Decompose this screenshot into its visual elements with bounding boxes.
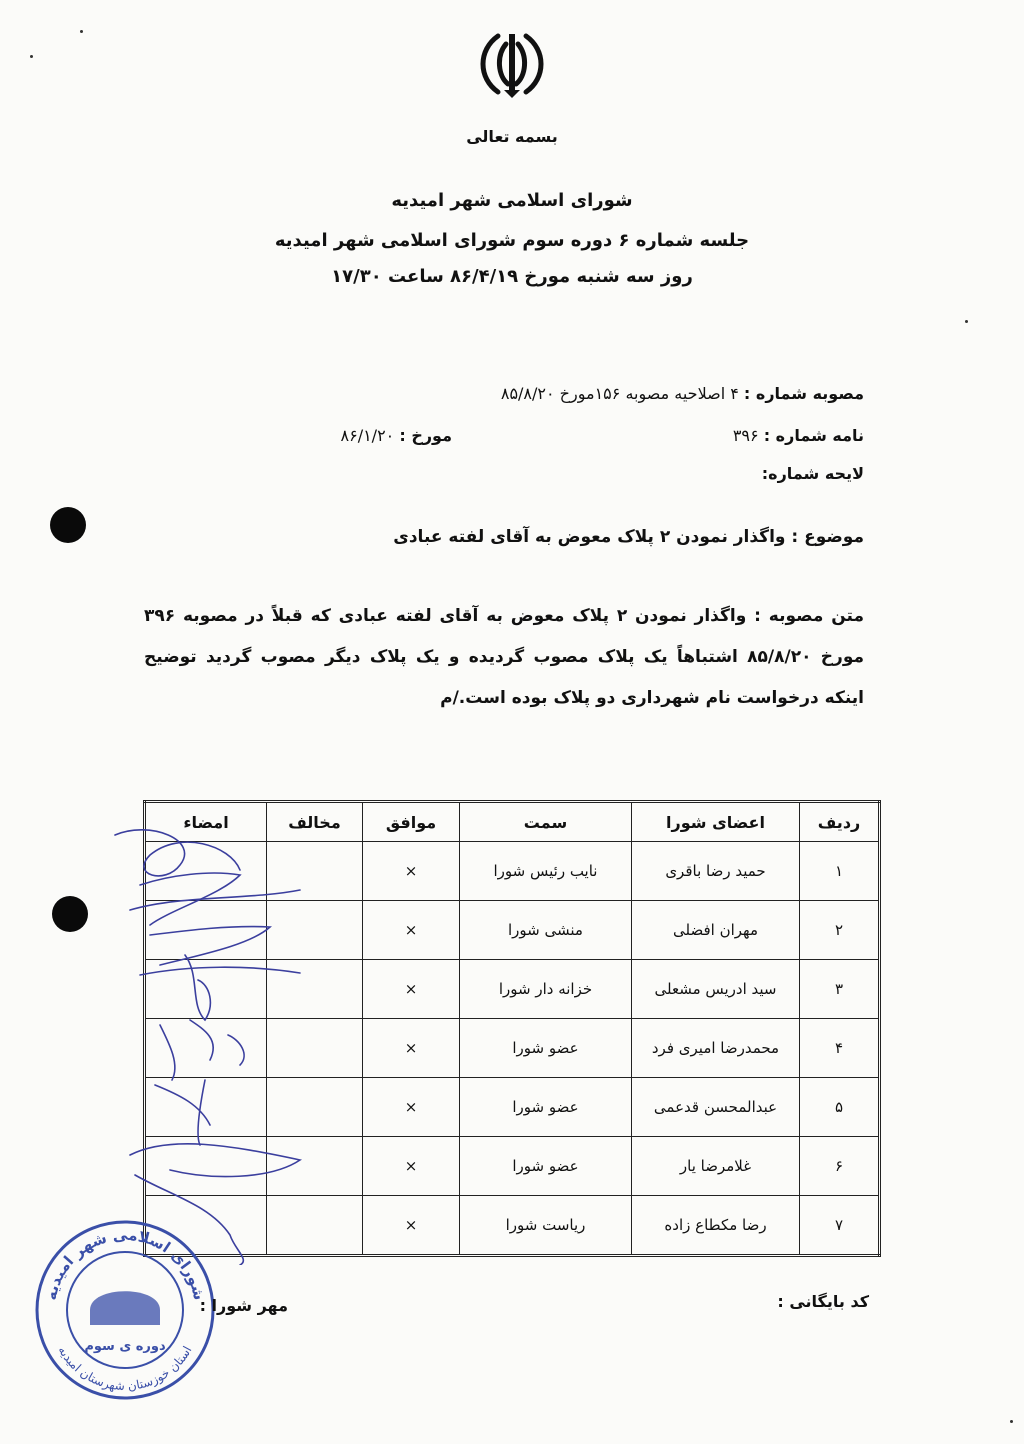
table-row — [145, 1019, 880, 1078]
header-signature: امضاء — [145, 802, 267, 842]
header-row-number: ردیف — [800, 802, 880, 842]
header-member: اعضای شورا — [632, 802, 800, 842]
table-row — [145, 1137, 880, 1196]
council-seal-stamp — [30, 1215, 220, 1405]
approval-number-value: ۴ اصلاحیه مصوبه ۱۵۶مورخ ۸۵/۸/۲۰ — [500, 384, 739, 403]
member-role: عضو شورا — [460, 1078, 632, 1137]
agree-mark: × — [363, 1137, 460, 1196]
basmala-heading: بسمه تعالی — [466, 127, 558, 146]
session-date-line: روز سه شنبه مورخ ۸۶/۴/۱۹ ساعت ۱۷/۳۰ — [331, 266, 693, 287]
agree-mark: × — [363, 960, 460, 1019]
agree-mark: × — [363, 842, 460, 901]
table-row — [145, 842, 880, 901]
signature-cell — [145, 1019, 267, 1078]
letter-date-value: ۸۶/۱/۲۰ — [340, 426, 395, 445]
scan-speck — [1010, 1420, 1013, 1423]
council-members-table — [143, 800, 881, 1257]
approval-number-label: مصوبه شماره : — [743, 384, 864, 403]
scan-speck — [80, 30, 83, 33]
oppose-mark — [267, 1137, 363, 1196]
agree-mark: × — [363, 901, 460, 960]
stamp-top-text: شورای اسلامی شهر امیدیه — [41, 1225, 209, 1302]
letter-number-label: نامه شماره : — [763, 426, 864, 445]
member-role: منشی شورا — [460, 901, 632, 960]
agree-mark: × — [363, 1196, 460, 1256]
subject-label: موضوع : — [791, 527, 864, 547]
table-row — [145, 1078, 880, 1137]
oppose-mark — [267, 1019, 363, 1078]
council-name: شورای اسلامی شهر امیدیه — [391, 190, 633, 211]
member-role: عضو شورا — [460, 1019, 632, 1078]
member-name: سید ادریس مشعلی — [632, 960, 800, 1019]
signature-cell — [145, 1078, 267, 1137]
row-number: ۱ — [800, 842, 880, 901]
iran-emblem-icon — [468, 28, 556, 100]
oppose-mark — [267, 1196, 363, 1256]
scan-speck — [30, 55, 33, 58]
oppose-mark — [267, 842, 363, 901]
resolution-text: واگذار نمودن ۲ پلاک معوض به آقای لفته عبادی که قبلاً در مصوبه ۳۹۶ مورخ ۸۵/۸/۲۰ اشتباهاً یک پلاک مصوب گردیده و یک پلاک دیگر مصوب گردید توضیح اینکه درخواست نام شهرداری دو پلاک بوده است./م — [144, 606, 865, 708]
member-role: نایب رئیس شورا — [460, 842, 632, 901]
bill-number-field — [762, 464, 864, 483]
row-number: ۳ — [800, 960, 880, 1019]
signature-cell — [145, 901, 267, 960]
header-oppose: مخالف — [267, 802, 363, 842]
member-role: ریاست شورا — [460, 1196, 632, 1256]
council-seal-label: مهر شورا : — [199, 1296, 288, 1315]
oppose-mark — [267, 1078, 363, 1137]
member-name: رضا مکطاع زاده — [632, 1196, 800, 1256]
row-number: ۴ — [800, 1019, 880, 1078]
header-agree: موافق — [363, 802, 460, 842]
row-number: ۵ — [800, 1078, 880, 1137]
letter-date-field — [341, 426, 453, 445]
archive-code-label: کد بایگانی : — [777, 1292, 869, 1311]
stamp-bottom-text: استان خوزستان شهرستان امیدیه — [55, 1343, 195, 1394]
letter-number-field — [733, 426, 864, 445]
subject-field — [393, 527, 864, 547]
oppose-mark — [267, 901, 363, 960]
header-role: سمت — [460, 802, 632, 842]
letter-date-label: مورخ : — [399, 426, 452, 445]
row-number: ۶ — [800, 1137, 880, 1196]
approval-number-field — [501, 384, 864, 403]
member-role: عضو شورا — [460, 1137, 632, 1196]
session-line: جلسه شماره ۶ دوره سوم شورای اسلامی شهر امیدیه — [274, 230, 750, 251]
table-row — [145, 960, 880, 1019]
oppose-mark — [267, 960, 363, 1019]
agree-mark: × — [363, 1078, 460, 1137]
member-name: حمید رضا باقری — [632, 842, 800, 901]
agree-mark: × — [363, 1019, 460, 1078]
table-row — [145, 901, 880, 960]
letter-number-value: ۳۹۶ — [732, 426, 759, 445]
bill-number-label: لایحه شماره: — [761, 464, 864, 483]
member-name: غلامرضا یار — [632, 1137, 800, 1196]
table-header-row — [145, 802, 880, 842]
row-number: ۷ — [800, 1196, 880, 1256]
member-role: خزانه دار شورا — [460, 960, 632, 1019]
subject-value: واگذار نمودن ۲ پلاک معوض به آقای لفته عبادی — [393, 527, 786, 547]
punch-hole — [50, 507, 86, 543]
member-name: عبدالمحسن قدعمی — [632, 1078, 800, 1137]
table-row — [145, 1196, 880, 1256]
member-name: محمدرضا امیری فرد — [632, 1019, 800, 1078]
stamp-center-text: دوره ی سوم — [84, 1339, 166, 1354]
signature-cell — [145, 842, 267, 901]
resolution-label: متن مصوبه : — [754, 606, 865, 626]
scan-speck — [965, 320, 968, 323]
punch-hole — [52, 896, 88, 932]
resolution-text-block — [144, 596, 864, 719]
row-number: ۲ — [800, 901, 880, 960]
svg-text:شورای اسلامی شهر امیدیه — [42, 1226, 209, 1302]
member-name: مهران افضلی — [632, 901, 800, 960]
signature-cell — [145, 960, 267, 1019]
signature-cell — [145, 1137, 267, 1196]
